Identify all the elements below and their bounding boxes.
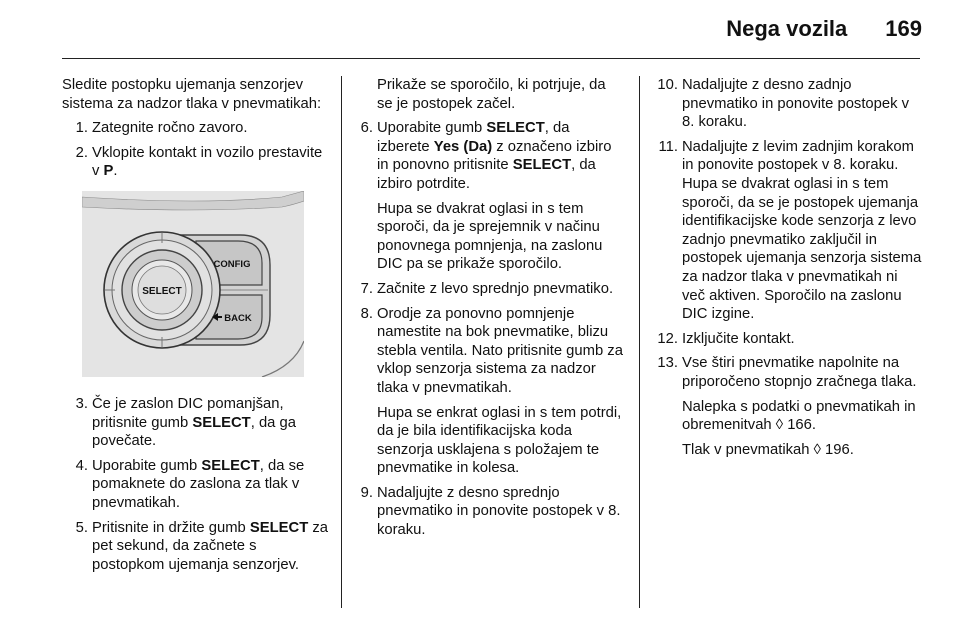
step-number: 6.: [360, 120, 373, 137]
step-number: 10.: [657, 77, 678, 93]
step-text: Začnite z levo sprednjo pnevmatiko.: [377, 280, 614, 297]
step-number: 9.: [360, 484, 373, 501]
step-text: Nadaljujte z levim zadnjim korakom in ponovite postopek v 8. koraku. Hupa se dvakrat oglasi in s tem sporoči, da se je postopek ujemanja identifikacijske kode senzorja z levo zadnjo pnevmatiko zaključil in postopek ujemanja senzorja sistema za nadzor tlaka v pnevmatikah ni več aktiven. Sporočilo na zaslonu DIC izgine.: [682, 138, 922, 323]
step-5-continued: [353, 76, 625, 113]
back-arrow-shaft: [217, 316, 222, 318]
step-12: [652, 330, 924, 349]
dic-controls-illustration: [82, 191, 304, 377]
step-13: [652, 354, 924, 459]
select-term: SELECT: [192, 414, 251, 431]
steps-list-b: [62, 395, 332, 574]
step-text: Če je zaslon DIC pomanjšan, pritisnite gumb: [92, 395, 284, 431]
back-label: BACK: [224, 312, 252, 324]
step-text: Prikaže se sporočilo, ki potrjuje, da se je postopek začel.: [377, 77, 606, 112]
intro-text: Sledite postopku ujemanja senzorjev sistema za nadzor tlaka v pnevmatikah:: [62, 77, 322, 112]
select-term: SELECT: [486, 120, 545, 137]
page-reference-link[interactable]: ◊ 196.: [813, 441, 854, 458]
step-text: Nadaljujte z desno sprednjo pnevmatiko in ponovite postopek v 8. koraku.: [377, 484, 621, 539]
step-text-end: , da se pomaknete do zaslona za tlak v pnevmatikah.: [92, 457, 305, 511]
column-3: [652, 76, 924, 465]
step-text: Pritisnite in držite gumb: [92, 519, 250, 536]
column-divider-1: [341, 76, 342, 608]
select-term-2: SELECT: [512, 157, 572, 174]
step-9: [353, 484, 625, 540]
step-number: 3.: [75, 395, 88, 412]
step-number: 13.: [657, 355, 678, 372]
step-7: [353, 280, 625, 299]
dic-controls-figure: [82, 191, 304, 377]
yes-term: Yes (Da): [433, 138, 493, 155]
step-10: [652, 76, 924, 132]
steps-list-a: [62, 119, 332, 181]
step-8-note: Hupa se enkrat oglasi in s tem potrdi, da je bila identifikacijska koda senzorja usklajena s položajem te pnevmatike in kolesa.: [377, 404, 622, 477]
select-term: SELECT: [201, 457, 260, 474]
reference-text: Tlak v pnevmatikah: [682, 441, 814, 458]
step-5: [68, 519, 332, 575]
step-text: Uporabite gumb: [92, 457, 202, 474]
step-6: [353, 119, 625, 274]
step-text: Izključite kontakt.: [682, 330, 795, 347]
step-text: Zategnite ročno zavoro.: [92, 120, 248, 137]
step-number: 5.: [75, 519, 88, 536]
page-number: 169: [885, 16, 922, 41]
step-11: [652, 138, 924, 324]
config-label: CONFIG: [213, 258, 251, 270]
step-number: 12.: [657, 330, 678, 347]
step-text-mid: , da izberete: [377, 120, 570, 155]
step-number: 11.: [658, 138, 678, 155]
step-text: Vse štiri pnevmatike napolnite na priporočeno stopnjo zračnega tlaka.: [682, 355, 917, 390]
step-text: Uporabite gumb: [377, 120, 487, 137]
step-text-end: .: [113, 163, 118, 180]
step-number: 7.: [360, 280, 373, 297]
step-number: 4.: [75, 457, 88, 474]
step-number: 2.: [75, 144, 88, 161]
step-1: [68, 119, 332, 138]
select-label: SELECT: [142, 285, 182, 297]
step-6-note: Hupa se dvakrat oglasi in s tem sporoči, da je sprejemnik v načinu ponovnega pomnjenja, na zaslonu DIC pa se prikaže sporočilo.: [377, 200, 603, 273]
steps-list-c: [353, 76, 625, 540]
select-term: SELECT: [249, 519, 309, 536]
step-2: [68, 144, 332, 181]
step-number: 8.: [360, 305, 373, 322]
step-3: [68, 395, 332, 451]
page-header: [726, 16, 922, 50]
steps-list-d: [652, 76, 924, 459]
step-text: Orodje za ponovno pomnjenje namestite na bok pnevmatike, blizu stebla ventila. Nato pritisnite gumb za vklop senzorja sistema za nadzor tlaka v pnevmatikah.: [377, 305, 623, 396]
step-text-end: , da ga povečate.: [92, 414, 296, 450]
step-number: 1.: [75, 120, 88, 137]
tire-label-reference: [682, 398, 924, 435]
column-divider-2: [639, 76, 640, 608]
column-2: [353, 76, 625, 546]
step-text-mid2: z označeno izbiro in ponovno pritisnite: [377, 138, 612, 174]
page-reference-link[interactable]: ◊ 166.: [775, 417, 817, 434]
column-1: [62, 76, 332, 580]
step-text-end: , da izbiro potrdite.: [377, 157, 596, 192]
step-text: Nadaljujte z desno zadnjo pnevmatiko in ponovite postopek v 8. koraku.: [682, 77, 910, 131]
gear-p: P: [103, 163, 114, 180]
step-4: [68, 457, 332, 513]
section-title: Nega vozila: [726, 16, 848, 41]
reference-text: Nalepka s podatki o pnevmatikah in obremenitvah: [682, 398, 916, 434]
step-8: [353, 305, 625, 478]
header-rule: [62, 58, 920, 59]
tire-pressure-reference: [682, 441, 924, 460]
step-text: Vklopite kontakt in vozilo prestavite v: [92, 144, 323, 180]
step-text-end: za pet sekund, da začnete s postopkom ujemanja senzorjev.: [92, 519, 329, 573]
